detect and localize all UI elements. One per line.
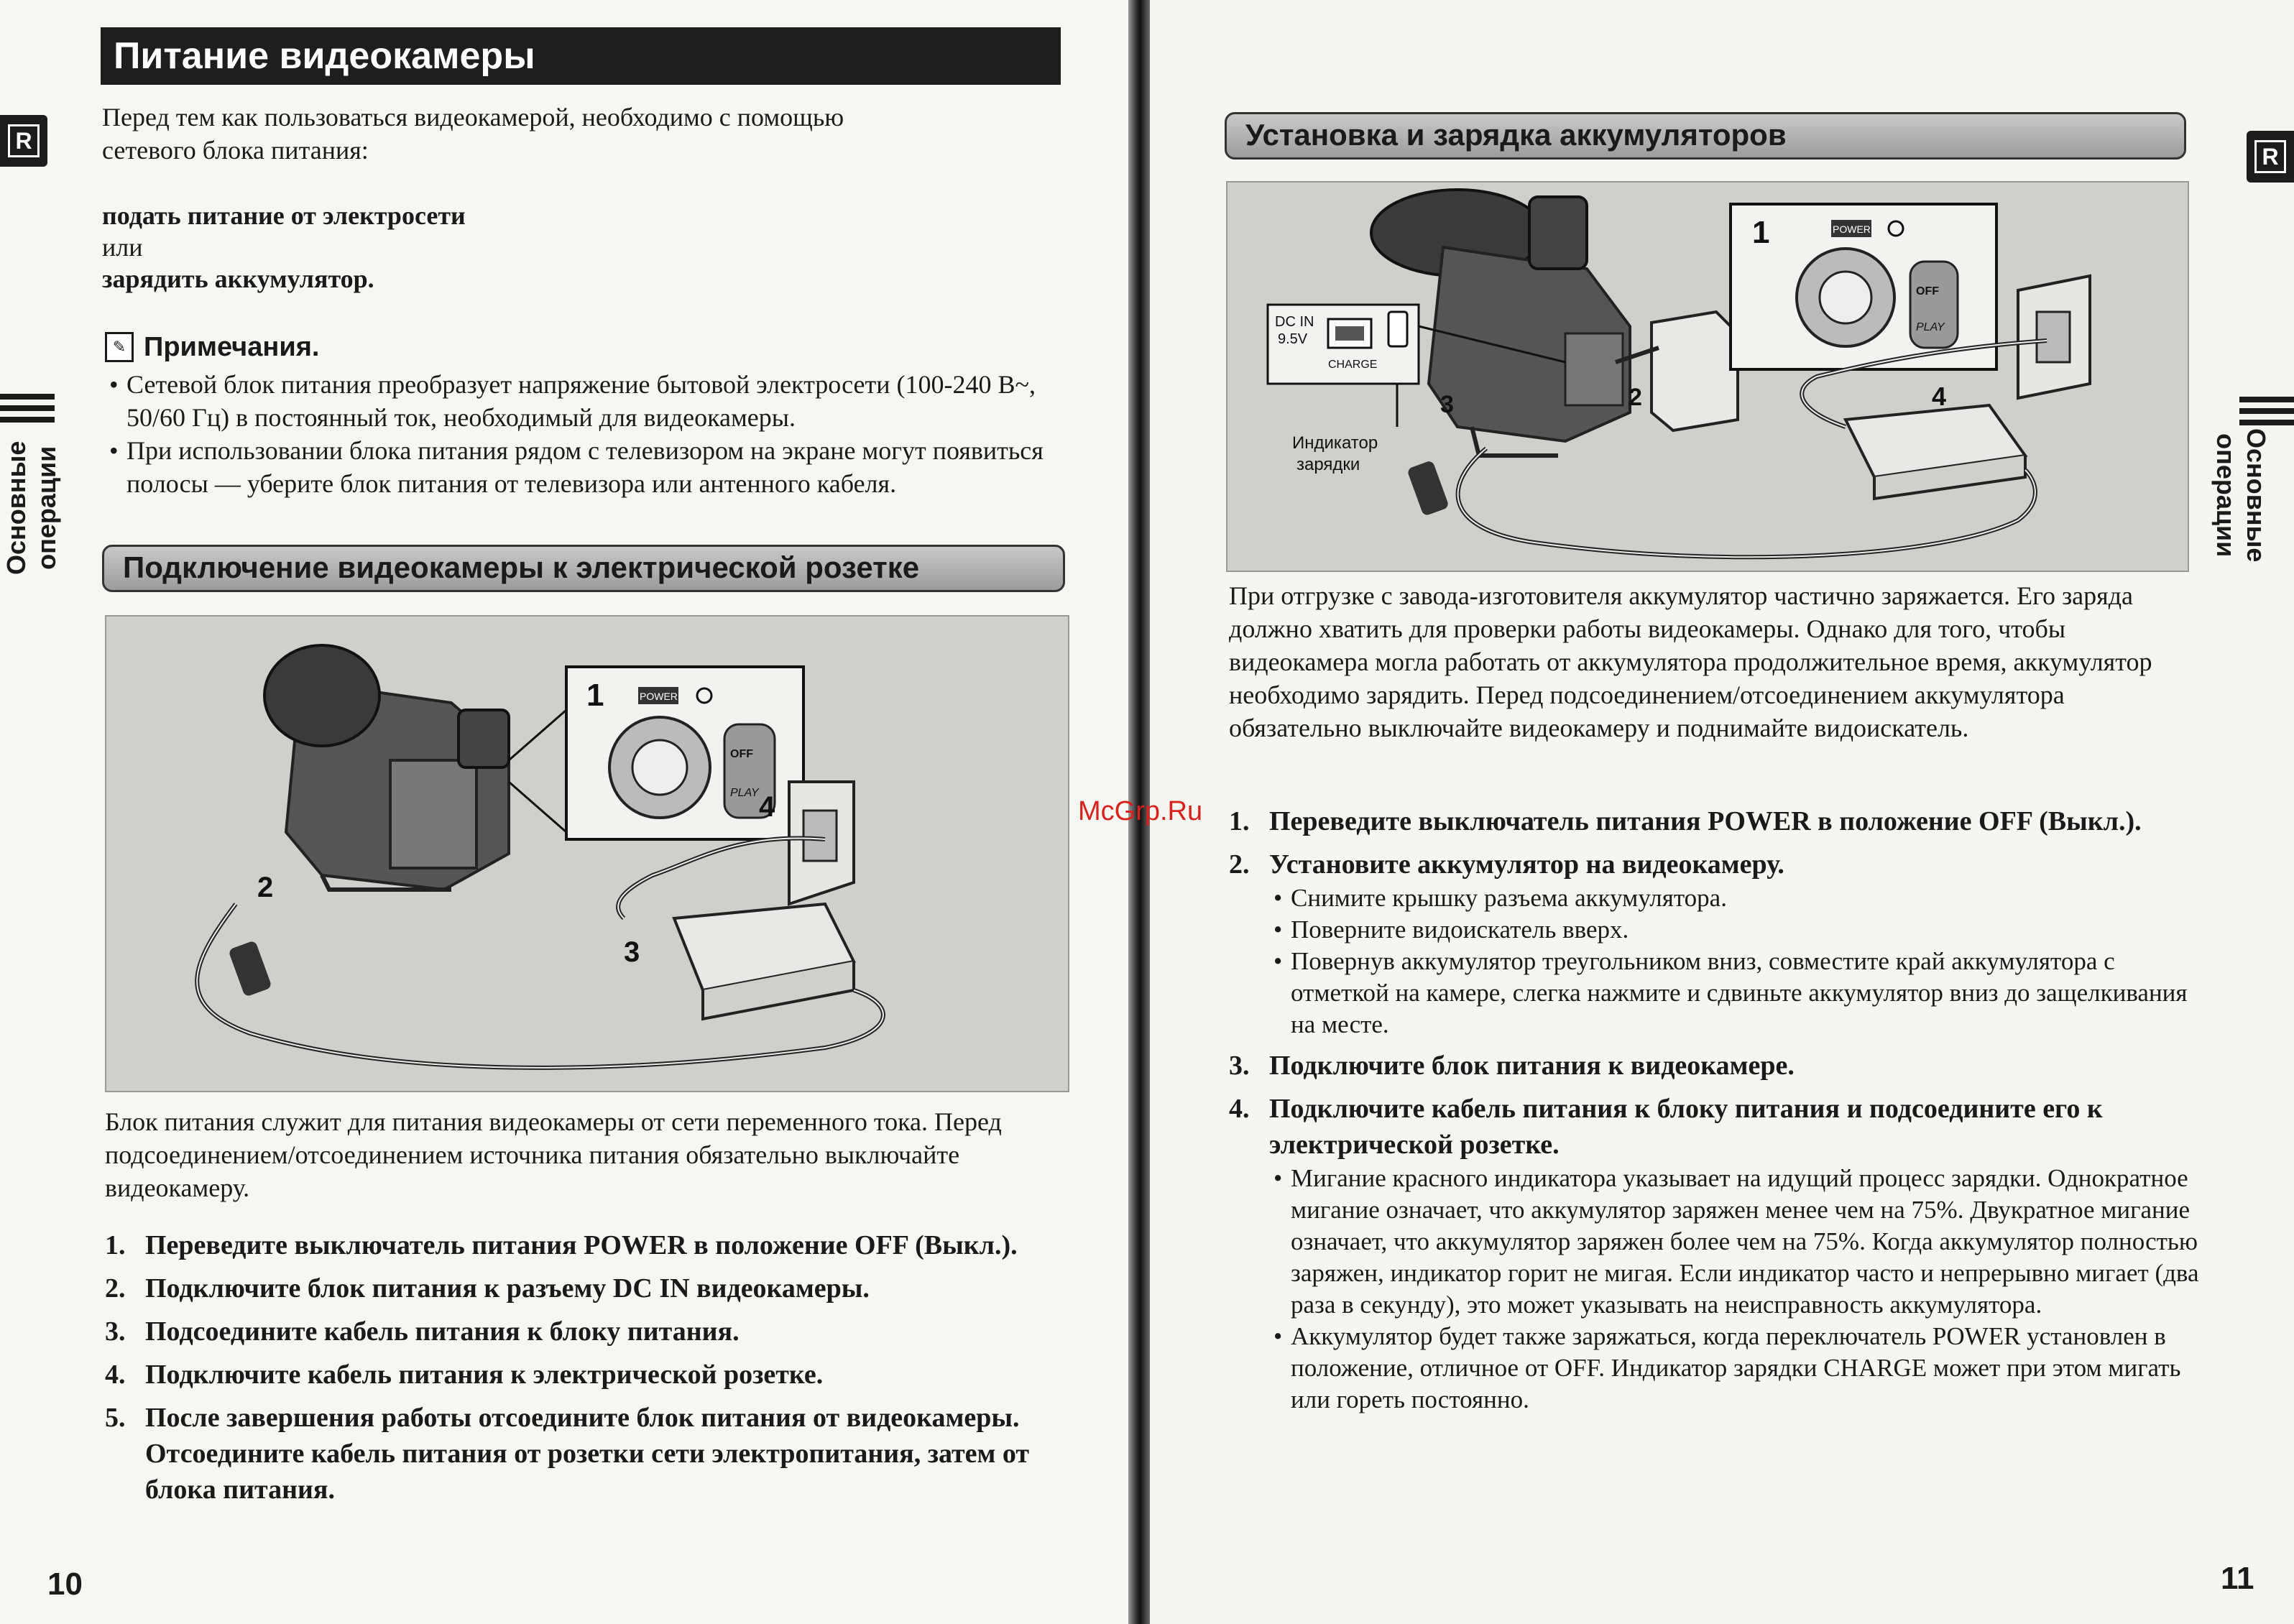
list-item: • Сетевой блок питания преобразует напряжение бытовой электросети (100-240 В~, 50/60 Гц) в постоянный ток, необходимый для видеокамеры. xyxy=(105,368,1075,434)
chapter-marker xyxy=(0,394,55,428)
subsection-title: Установка и зарядка аккумуляторов xyxy=(1225,112,2186,160)
watermark: McGrp.Ru xyxy=(1078,796,1203,826)
left-page xyxy=(0,0,1128,1624)
battery-charging-figure xyxy=(1226,181,2189,572)
notes: ✎ Примечания. • Сетевой блок питания преобразует напряжение бытовой электросети (100-240 В~, 50/60 Гц) в постоянный ток, необходимый для видеокамеры. • При использовании блока питания рядом с телевизором на экране могут появиться полосы — уберите блок питания от телевизора или антенного кабеля. xyxy=(105,331,1075,500)
step-2-label: 2 xyxy=(1629,384,1642,411)
list-item: 5. После завершения работы отсоедините блок питания от видеокамеры. Отсоедините кабель питания от розетки сети электропитания, затем от блока питания. xyxy=(105,1403,1030,1505)
off-label: OFF xyxy=(1916,285,1939,297)
note-icon: ✎ xyxy=(105,332,134,362)
step-3-label: 3 xyxy=(1440,391,1454,418)
options: подать питание от электросети или зарядить аккумулятор. xyxy=(102,201,466,293)
list-item: 2. Подключите блок питания к разъему DC IN видеокамеры. xyxy=(105,1273,870,1304)
step-1-label: 1 xyxy=(1752,215,1770,250)
list-item: 3. Подсоедините кабель питания к блоку питания. xyxy=(105,1316,740,1347)
step-4-label: 4 xyxy=(1932,382,1947,411)
connection-steps xyxy=(105,1227,1068,1515)
right-page xyxy=(1150,0,2294,1624)
page-number: 10 xyxy=(47,1567,83,1602)
power-label: POWER xyxy=(1833,223,1871,235)
list-item: • Поверните видоискатель вверх. xyxy=(1269,914,2206,946)
step-3-label: 3 xyxy=(624,936,640,968)
list-item: • Мигание красного индикатора указывает на идущий процесс зарядки. Однократное мигание означает, что аккумулятор заряжен менее чем на 75%. Двукратное мигание означает, что аккумулятор заряжен более чем на 75%. Когда аккумулятор полностью заряжен, индикатор горит не мигая. Если индикатор часто и непрерывно мигает (два раза в секунду), это может указывать на неисправность аккумулятора. xyxy=(1269,1163,2206,1321)
step-4-label: 4 xyxy=(759,791,775,823)
list-item: 1. Переведите выключатель питания POWER в положение OFF (Выкл.). xyxy=(105,1230,1018,1260)
section-tab: R xyxy=(2247,131,2294,183)
chapter-marker xyxy=(2239,397,2294,431)
chapter-label: Основные операции xyxy=(1,440,61,575)
power-switch-inset xyxy=(1731,204,1996,369)
charge-label: CHARGE xyxy=(1328,359,1378,371)
step-2-label: 2 xyxy=(257,872,274,903)
list-item: • Повернув аккумулятор треугольником вниз, совместите край аккумулятора с отметкой на камере, слегка нажмите и сдвиньте аккумулятор вниз до защелкивания на месте. xyxy=(1269,946,2206,1041)
camera-connection-figure xyxy=(105,615,1069,1092)
intro: Перед тем как пользоваться видеокамерой, необходимо с помощью сетевого блока питания: xyxy=(102,103,844,165)
play-label: PLAY xyxy=(730,787,759,799)
subsection-title: Подключение видеокамеры к электрической розетке xyxy=(102,545,1065,592)
indicator-label: Индикатор xyxy=(1292,433,1378,453)
dc-voltage-label: 9.5V xyxy=(1278,331,1308,347)
step-1-label: 1 xyxy=(586,678,604,713)
indicator-label: зарядки xyxy=(1296,455,1360,474)
list-item: 4. Подключите кабель питания к электрической розетке. xyxy=(105,1360,824,1390)
charging-steps xyxy=(1229,803,2206,1423)
chapter-label: Основные операции xyxy=(2211,428,2271,563)
dc-in-label: DC IN xyxy=(1275,314,1314,330)
section-tab: R xyxy=(0,115,47,167)
off-label: OFF xyxy=(730,748,753,760)
power-label: POWER xyxy=(640,691,678,702)
body-text: Блок питания служит для питания видеокамеры от сети переменного тока. Перед подсоединением/отсоединением источника питания обязательно выключайте видеокамеру. xyxy=(105,1107,1002,1202)
list-item: 3. Подключите блок питания к видеокамере. xyxy=(1229,1051,1795,1081)
body-text: При отгрузке с завода-изготовителя аккумулятор частично заряжается. Его заряда должно хватить для проверки работы видеокамеры. Однако для того, чтобы видеокамера могла работать от аккумулятора продолжительное время, аккумулятор необходимо зарядить. Перед подсоединением/отсоединением аккумулятора обязательно выключайте видеокамеру и поднимайте видоискатель. xyxy=(1229,581,2152,742)
list-item: • При использовании блока питания рядом с телевизором на экране могут появиться полосы — уберите блок питания от телевизора или антенного кабеля. xyxy=(105,434,1075,500)
list-item: • Снимите крышку разъема аккумулятора. xyxy=(1269,882,2206,914)
list-item: • Аккумулятор будет также заряжаться, когда переключатель POWER установлен в положение, отличное от OFF. Индикатор зарядки CHARGE может при этом мигать или гореть постоянно. xyxy=(1269,1321,2206,1416)
page-title: Питание видеокамеры xyxy=(101,27,1061,85)
list-item: 4. Подключите кабель питания к блоку питания и подсоедините его к электрической розетке. • Мигание красного индикатора указывает на идущий процесс зарядки. Однократное мигание означает, что аккумулятор заряжен менее чем на 75%. Двукратное мигание означает, что аккумулятор заряжен более чем на 75%. Когда аккумулятор полностью заряжен, индикатор горит не мигая. Если индикатор часто и непрерывно мигает (два раза в секунду), это может указывать на неисправность аккумулятора. • Аккумулятор будет также заряжаться, когда переключатель POWER установлен в положение, отличное от OFF. Индикатор зарядки CHARGE может при этом мигать или гореть постоянно. xyxy=(1229,1091,2206,1416)
list-item: 2. Установите аккумулятор на видеокамеру. • Снимите крышку разъема аккумулятора. • Поверните видоискатель вверх. • Повернув аккумулятор треугольником вниз, совместите край аккумулятора с отметкой на камере, слегка нажмите и сдвиньте аккумулятор вниз до защелкивания на месте. xyxy=(1229,846,2206,1041)
page-number: 11 xyxy=(2221,1561,2254,1596)
list-item: 1. Переведите выключатель питания POWER в положение OFF (Выкл.). xyxy=(1229,806,2142,836)
play-label: PLAY xyxy=(1916,321,1945,333)
